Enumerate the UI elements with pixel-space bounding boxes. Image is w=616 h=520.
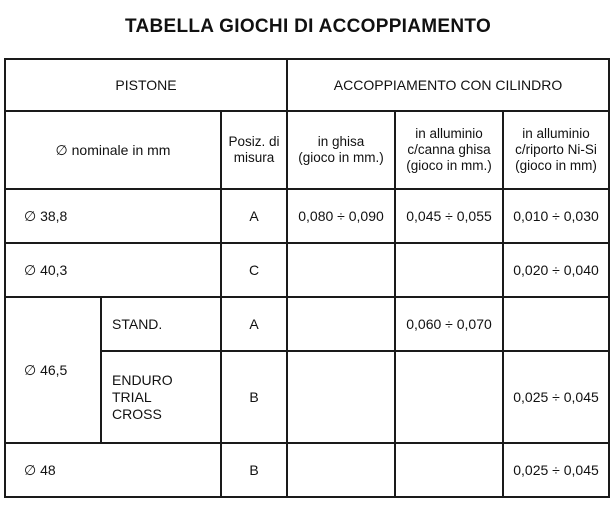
header-posiz: Posiz. di misura — [221, 111, 287, 189]
diameter-cell: ∅ 48 — [5, 443, 221, 497]
table-row — [5, 297, 609, 351]
variant-cell: STAND. — [101, 297, 221, 351]
riporto-cell — [503, 297, 609, 351]
riporto-cell: 0,010 ÷ 0,030 — [503, 189, 609, 243]
table-title: TABELLA GIOCHI DI ACCOPPIAMENTO — [124, 16, 492, 37]
clearance-table — [4, 58, 610, 498]
header-accoppiamento: ACCOPPIAMENTO CON CILINDRO — [287, 59, 609, 111]
riporto-cell: 0,020 ÷ 0,040 — [503, 243, 609, 297]
diameter-cell: ∅ 38,8 — [5, 189, 221, 243]
canna-cell: 0,045 ÷ 0,055 — [395, 189, 503, 243]
header-row-groups — [5, 59, 609, 111]
ghisa-cell — [287, 297, 395, 351]
ghisa-cell — [287, 351, 395, 443]
ghisa-cell: 0,080 ÷ 0,090 — [287, 189, 395, 243]
ghisa-cell — [287, 243, 395, 297]
canna-cell: 0,060 ÷ 0,070 — [395, 297, 503, 351]
posiz-cell: B — [221, 351, 287, 443]
canna-cell — [395, 243, 503, 297]
header-ghisa: in ghisa (gioco in mm.) — [287, 111, 395, 189]
diameter-cell: ∅ 40,3 — [5, 243, 221, 297]
header-alluminio-canna: in alluminio c/canna ghisa (gioco in mm.) — [395, 111, 503, 189]
posiz-cell: A — [221, 189, 287, 243]
canna-cell — [395, 443, 503, 497]
table-row — [5, 243, 609, 297]
table-row — [5, 443, 609, 497]
table-row — [5, 189, 609, 243]
header-pistone: PISTONE — [5, 59, 287, 111]
variant-cell: ENDURO TRIAL CROSS — [101, 351, 221, 443]
header-row-columns — [5, 111, 609, 189]
posiz-cell: B — [221, 443, 287, 497]
riporto-cell: 0,025 ÷ 0,045 — [503, 443, 609, 497]
posiz-cell: A — [221, 297, 287, 351]
riporto-cell: 0,025 ÷ 0,045 — [503, 351, 609, 443]
posiz-cell: C — [221, 243, 287, 297]
header-nominale: ∅ nominale in mm — [5, 111, 221, 189]
ghisa-cell — [287, 443, 395, 497]
header-alluminio-riporto: in alluminio c/riporto Ni-Si (gioco in mm) — [503, 111, 609, 189]
canna-cell — [395, 351, 503, 443]
diameter-cell: ∅ 46,5 — [5, 297, 101, 443]
